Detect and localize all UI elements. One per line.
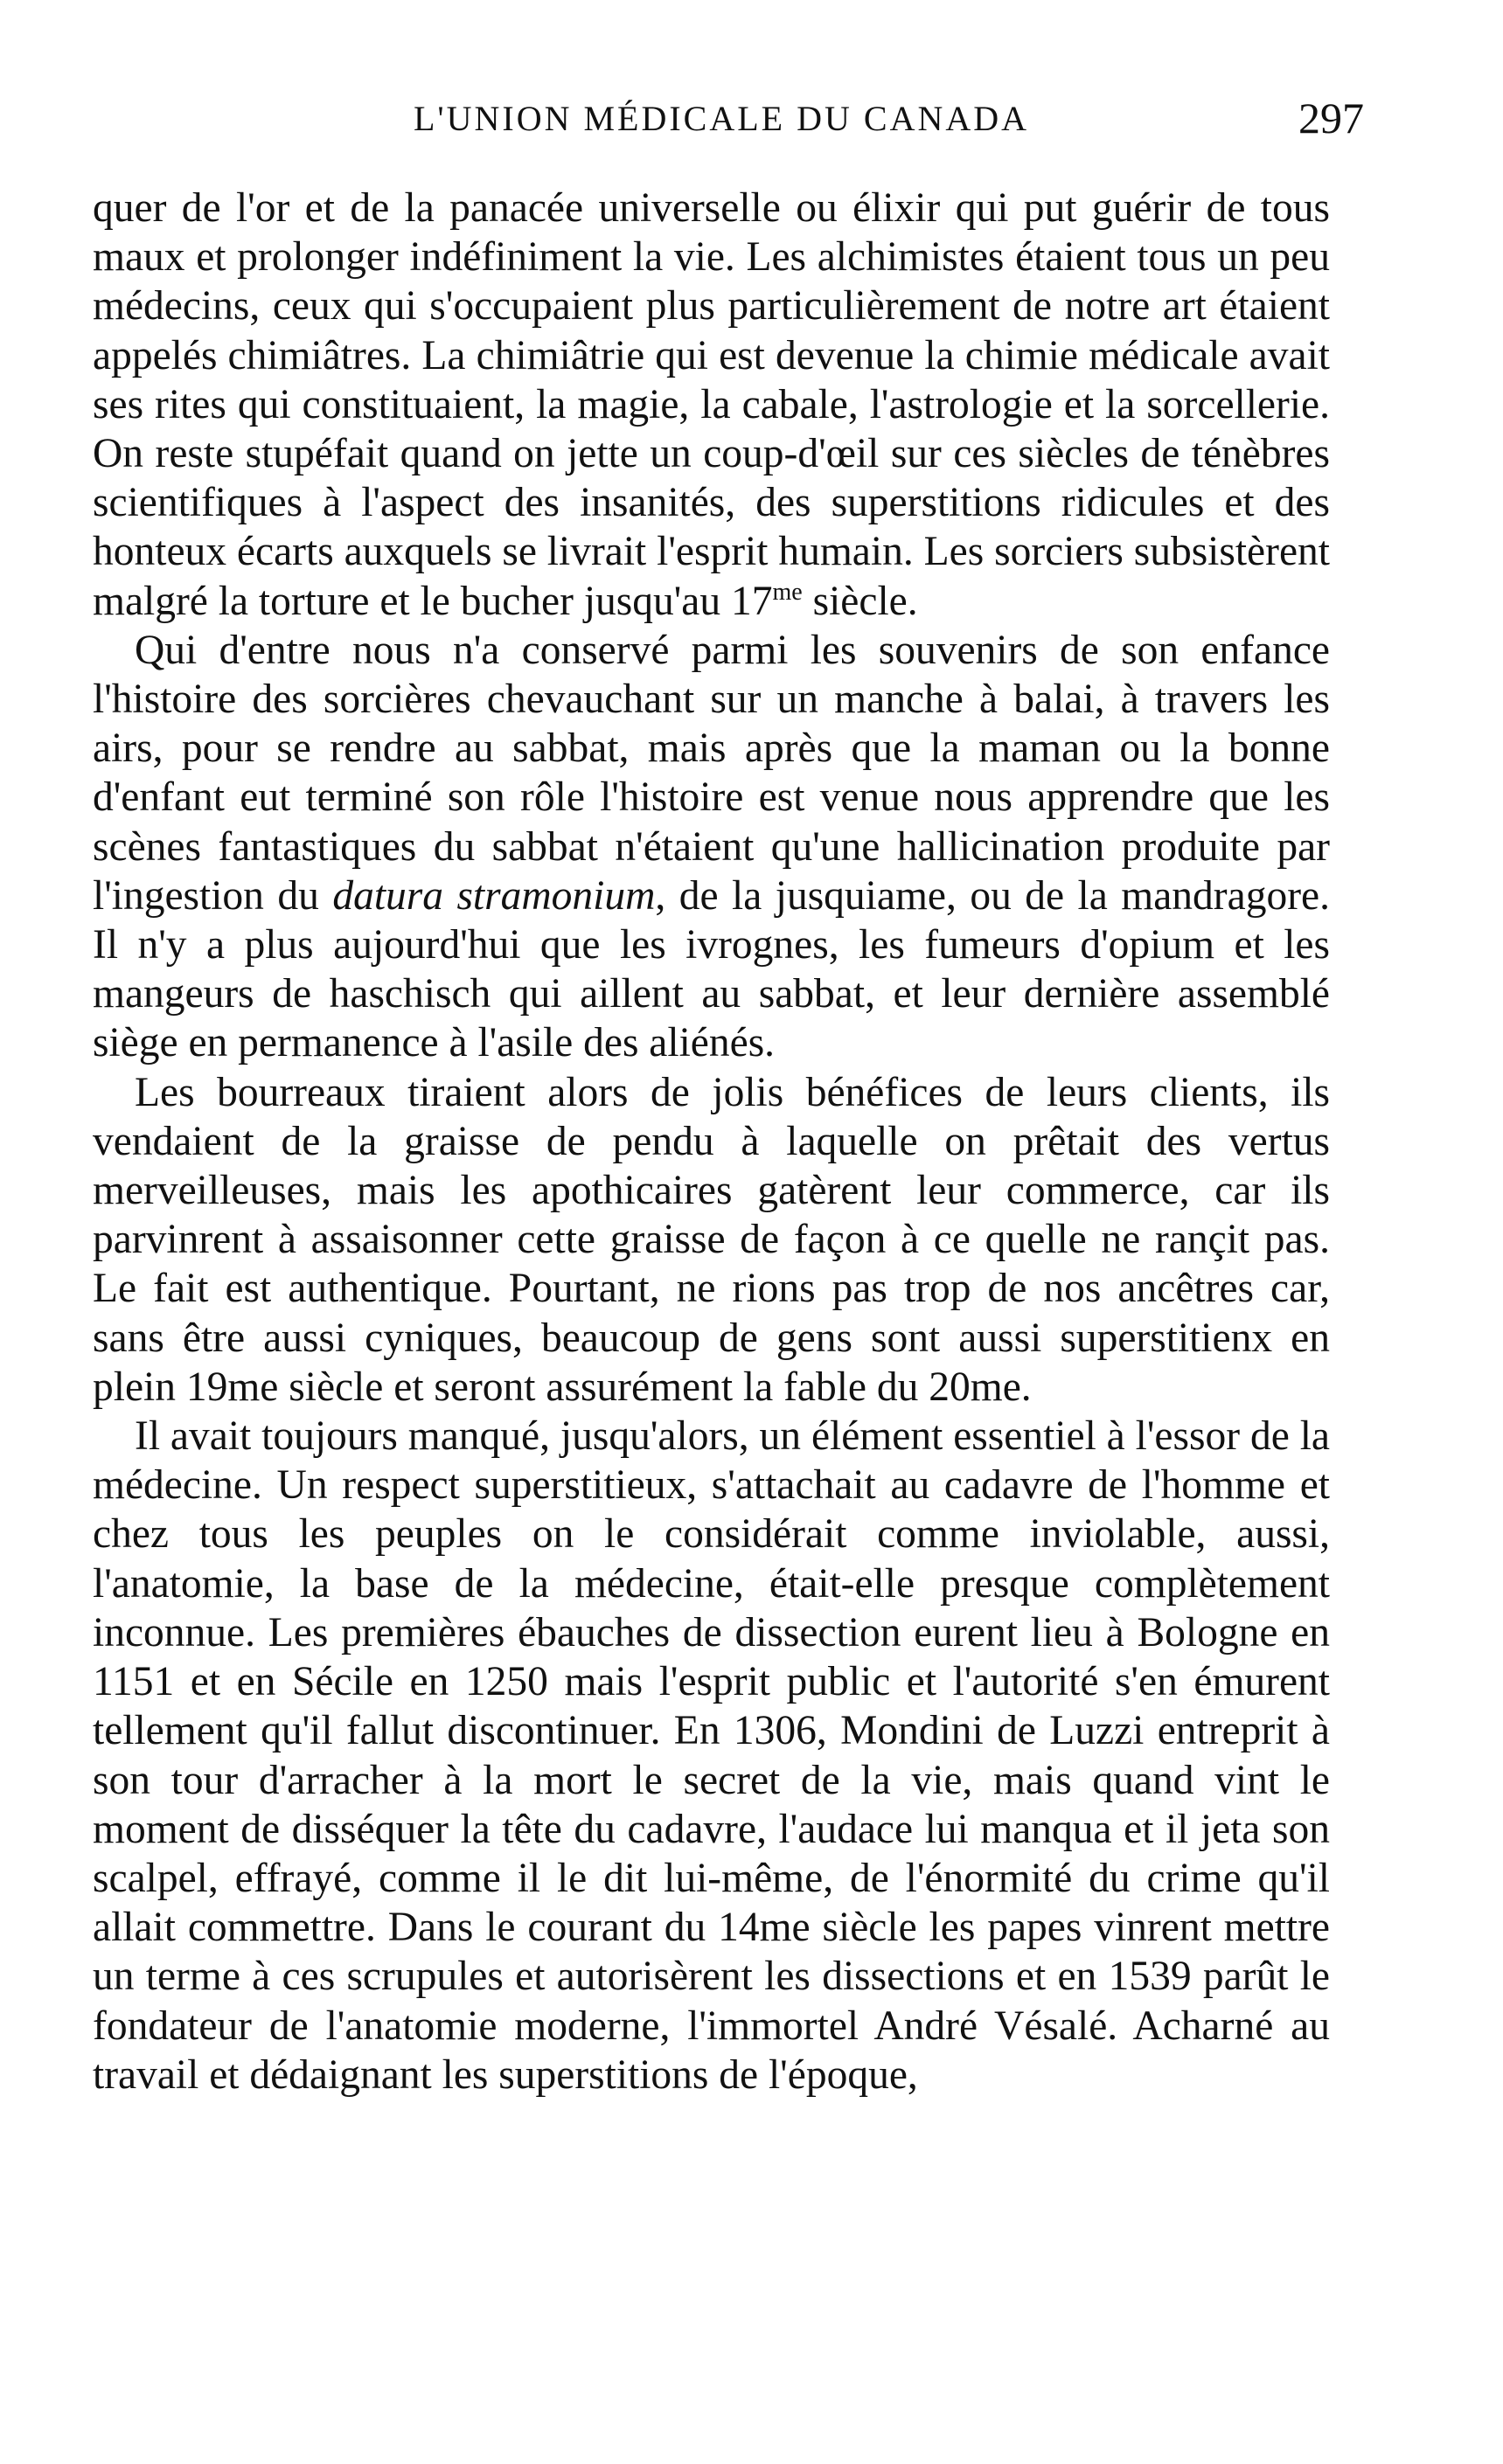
paragraph-2-end: , de la jusquiame, ou de la mandragore. Il n'y a plus aujourd'hui que les ivrognes, les fumeurs d'opium et les mangeurs de haschisch qui aillent au sabbat, et leur dernière assemblé siège en permanence à l'asile des aliénés.	[93, 872, 1330, 1066]
paragraph-4: Il avait toujours manqué, jusqu'alors, un élément essentiel à l'essor de la médecine. Un respect superstitieux, s'attachait au cadavre de l'homme et chez tous les peuples on le considérait comme inviolable, aussi, l'anatomie, la base de la médecine, était-elle presque complètement inconnue. Les premières ébauches de dissection eurent lieu à Bologne en 1151 et en Sécile en 1250 mais l'esprit public et l'autorité s'en émurent tellement qu'il fallut discontinuer. En 1306, Mondini de Luzzi entreprit à son tour d'arracher à la mort le secret de la vie, mais quand vint le moment de disséquer la tête du cadavre, l'audace lui manqua et il jeta son scalpel, effrayé, comme il le dit lui-même, de l'énormité du crime qu'il allait commettre. Dans le courant du 14me siècle les papes vinrent mettre un terme à ces scrupules et autorisèrent les dissections et en 1539 parût le fondateur de l'anatomie moderne, l'immortel André Vésalé. Acharné au travail et dédaignant les superstitions de l'époque,	[93, 1413, 1330, 2098]
paragraph-2-text: Qui d'entre nous n'a conservé parmi les souvenirs de son enfance l'histoire des sorcières chevauchant sur un manche à balai, à travers les airs, pour se rendre au sabbat, mais après que la maman ou la bonne d'enfant eut terminé son rôle l'histoire est venue nous apprendre que les scènes fantastiques du sabbat n'étaient qu'une hallicination produite par l'ingestion du	[93, 627, 1330, 919]
body-text	[93, 184, 1330, 2100]
superscript-me: me	[772, 578, 803, 606]
italic-latin-name: datura stramonium	[332, 872, 656, 919]
running-head	[87, 94, 1364, 150]
paragraph-1	[93, 184, 1330, 626]
paragraph-2	[93, 626, 1330, 1068]
paragraph-1-text: quer de l'or et de la panacée universelle ou élixir qui put guérir de tous maux et prolonger indéfiniment la vie. Les alchimistes étaient tous un peu médecins, ceux qui s'occupaient plus particulièrement de notre art étaient appelés chimiâtres. La chimiâtrie qui est devenue la chimie médicale avait ses rites qui constituaient, la magie, la cabale, l'astrologie et la sorcellerie. On reste stupéfait quand on jette un coup-d'œil sur ces siècles de ténèbres scientifiques à l'aspect des insanités, des superstitions ridicules et des honteux écarts auxquels se livrait l'esprit humain. Les sorciers subsistèrent malgré la torture et le bucher jusqu'au 17	[93, 185, 1330, 624]
page-number: 297	[1298, 94, 1364, 142]
paragraph-1-end: siècle.	[802, 578, 918, 624]
running-title: L'UNION MÉDICALE DU CANADA	[413, 99, 1030, 138]
paragraph-3: Les bourreaux tiraient alors de jolis bénéfices de leurs clients, ils vendaient de la graisse de pendu à laquelle on prêtait des vertus merveilleuses, mais les apothicaires gatèrent leur commerce, car ils parvinrent à assaisonner cette graisse de façon à ce quelle ne rançit pas. Le fait est authentique. Pourtant, ne rions pas trop de nos ancêtres car, sans être aussi cyniques, beaucoup de gens sont aussi superstitienx en plein 19me siècle et seront assurément la fable du 20me.	[93, 1069, 1330, 1410]
